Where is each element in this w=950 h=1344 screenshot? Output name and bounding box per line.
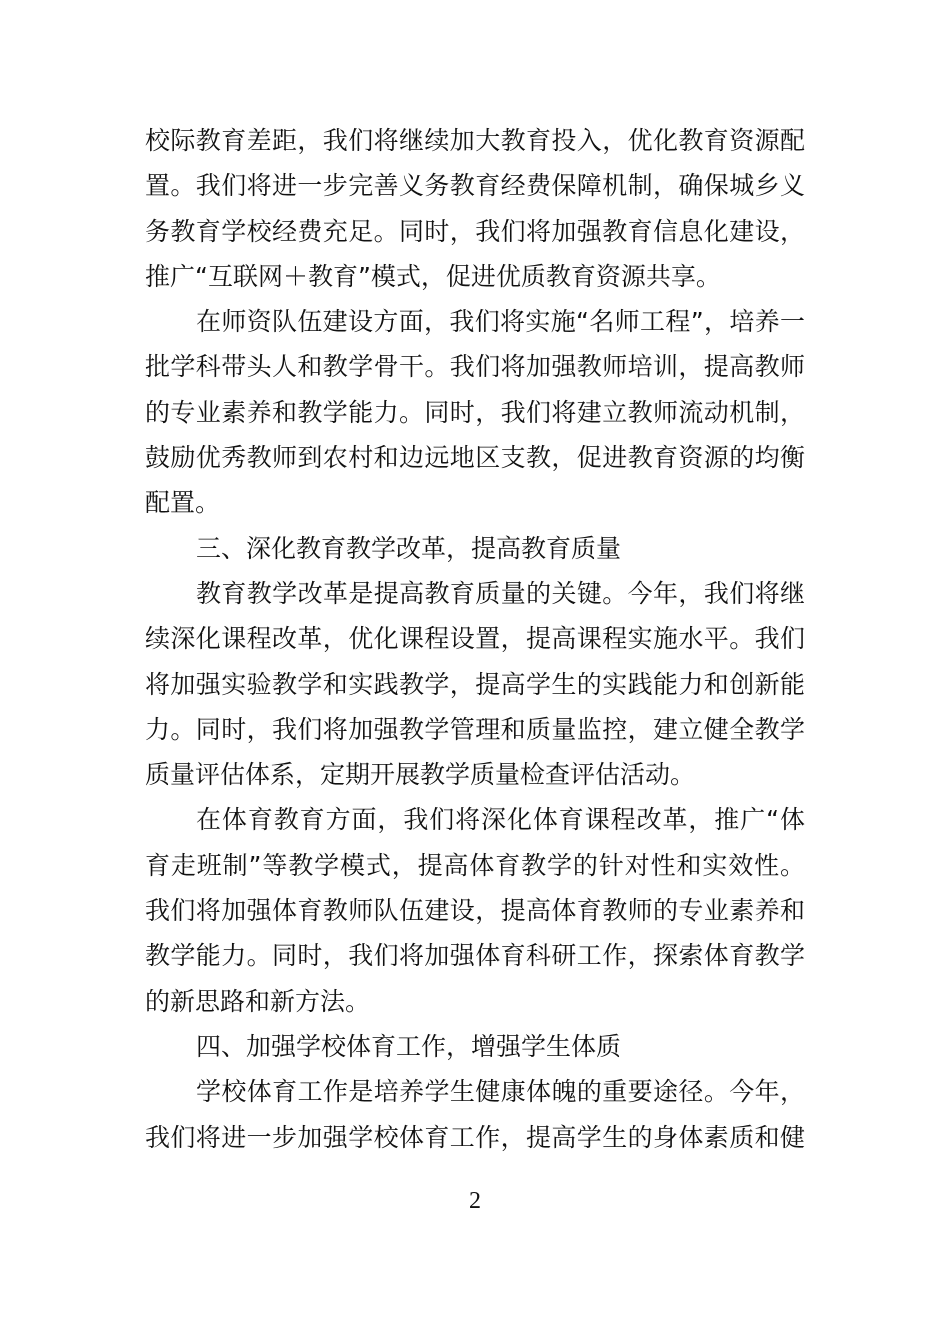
paragraph-first-line: 在师资队伍建设方面，我们将实施“名师工程”，培养一 <box>196 307 805 337</box>
section-heading: 四、加强学校体育工作，增强学生体质 <box>196 1031 622 1061</box>
text-line: 鼓励优秀教师到农村和边远地区支教，促进教育资源的均衡 <box>145 443 805 473</box>
text-line: 批学科带头人和教学骨干。我们将加强教师培训，提高教师 <box>145 352 805 382</box>
text-line: 的专业素养和教学能力。同时，我们将建立教师流动机制， <box>145 397 805 427</box>
text-line: 质量评估体系，定期开展教学质量检查评估活动。 <box>145 760 696 790</box>
text-line: 的新思路和新方法。 <box>145 986 371 1016</box>
text-line: 育走班制”等教学模式，提高体育教学的针对性和实效性。 <box>145 850 805 880</box>
paragraph-first-line: 教育教学改革是提高教育质量的关键。今年，我们将继 <box>196 578 805 608</box>
text-line: 置。我们将进一步完善义务教育经费保障机制，确保城乡义 <box>145 171 805 201</box>
text-line: 务教育学校经费充足。同时，我们将加强教育信息化建设， <box>145 216 805 246</box>
text-line: 将加强实验教学和实践教学，提高学生的实践能力和创新能 <box>145 669 805 699</box>
text-line: 力。同时，我们将加强教学管理和质量监控，建立健全教学 <box>145 714 805 744</box>
text-line: 校际教育差距，我们将继续加大教育投入，优化教育资源配 <box>145 126 805 155</box>
text-line: 我们将加强体育教师队伍建设，提高体育教师的专业素养和 <box>145 896 805 926</box>
text-line: 我们将进一步加强学校体育工作，提高学生的身体素质和健 <box>145 1122 805 1152</box>
page-number: 2 <box>469 1188 481 1214</box>
text-line: 续深化课程改革，优化课程设置，提高课程实施水平。我们 <box>145 624 805 654</box>
section-heading: 三、深化教育教学改革，提高教育质量 <box>196 533 622 563</box>
text-line: 教学能力。同时，我们将加强体育科研工作，探索体育教学 <box>145 941 805 971</box>
text-line: 推广“互联网＋教育”模式，促进优质教育资源共享。 <box>145 261 721 291</box>
paragraph-first-line: 学校体育工作是培养学生健康体魄的重要途径。今年， <box>196 1077 805 1107</box>
paragraph-first-line: 在体育教育方面，我们将深化体育课程改革，推广“体 <box>196 805 805 835</box>
text-line: 配置。 <box>145 488 221 518</box>
body-text <box>145 118 805 1160</box>
